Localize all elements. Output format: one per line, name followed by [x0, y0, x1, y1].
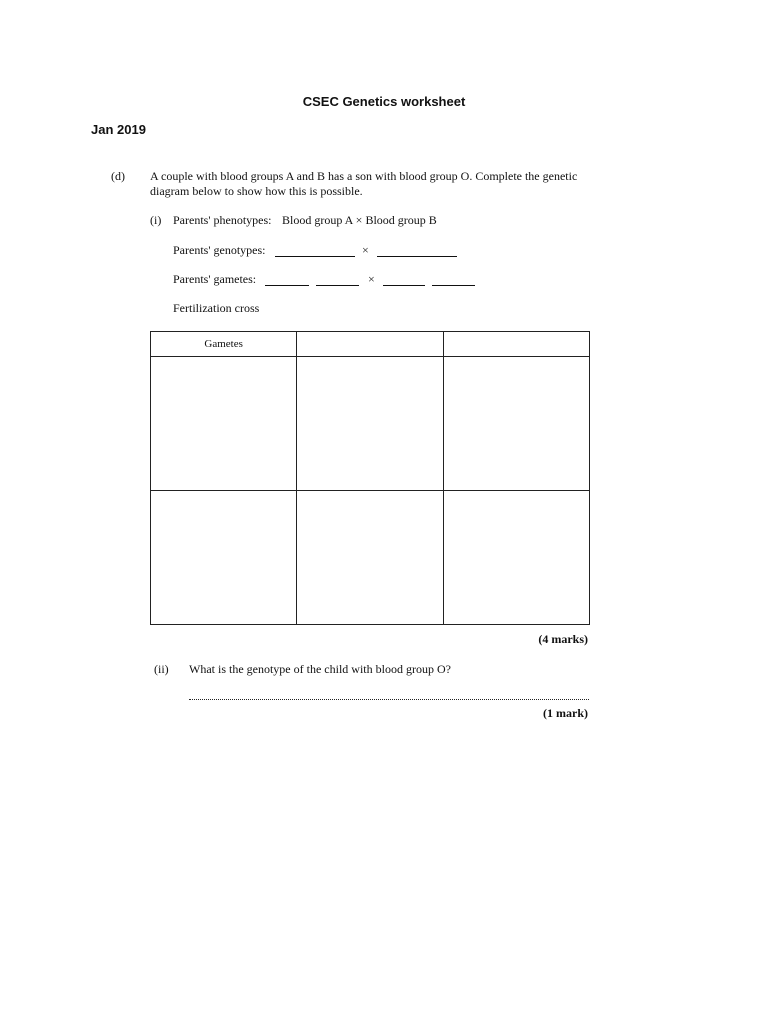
gamete-cross-symbol: ×	[368, 272, 375, 286]
question-text: A couple with blood groups A and B has a son with blood group O. Complete the genetic diagram below to show how this is possible.	[150, 169, 578, 198]
part-ii-marks: (1 mark)	[543, 706, 588, 720]
gamete-blank-1[interactable]	[265, 273, 309, 291]
gamete-blank-2[interactable]	[316, 273, 359, 291]
gamete-blank-4[interactable]	[432, 273, 475, 291]
punnett-square	[150, 331, 590, 625]
parents-genotypes-label: Parents' genotypes:	[173, 243, 266, 257]
genotype-cross-symbol: ×	[362, 243, 369, 257]
offspring-cell-1-2[interactable]	[443, 357, 589, 491]
offspring-cell-1-1[interactable]	[297, 357, 443, 491]
gamete-blank-3[interactable]	[383, 273, 425, 291]
gamete-row-cell-1[interactable]	[151, 357, 297, 491]
gamete-header-cell-1[interactable]	[297, 332, 443, 357]
parents-phenotypes-label: Parents' phenotypes:	[173, 213, 272, 227]
exam-date: Jan 2019	[91, 122, 146, 137]
worksheet-title: CSEC Genetics worksheet	[302, 94, 466, 109]
fertilization-cross-label: Fertilization cross	[173, 301, 260, 315]
gamete-header-cell-2[interactable]	[443, 332, 589, 357]
question-number: (d)	[111, 169, 125, 183]
gametes-header-cell: Gametes	[151, 332, 297, 357]
answer-line[interactable]	[189, 699, 589, 700]
part-i-number: (i)	[150, 213, 162, 227]
parents-phenotypes-value: Blood group A × Blood group B	[282, 213, 437, 227]
part-ii-question: What is the genotype of the child with blood group O?	[189, 662, 451, 676]
part-ii-number: (ii)	[154, 662, 169, 676]
genotype-blank-1[interactable]	[275, 244, 355, 262]
part-i-marks: (4 marks)	[538, 632, 588, 646]
offspring-cell-2-1[interactable]	[297, 491, 443, 625]
genotype-blank-2[interactable]	[377, 244, 457, 262]
parents-gametes-label: Parents' gametes:	[173, 272, 257, 286]
gamete-row-cell-2[interactable]	[151, 491, 297, 625]
offspring-cell-2-2[interactable]	[443, 491, 589, 625]
